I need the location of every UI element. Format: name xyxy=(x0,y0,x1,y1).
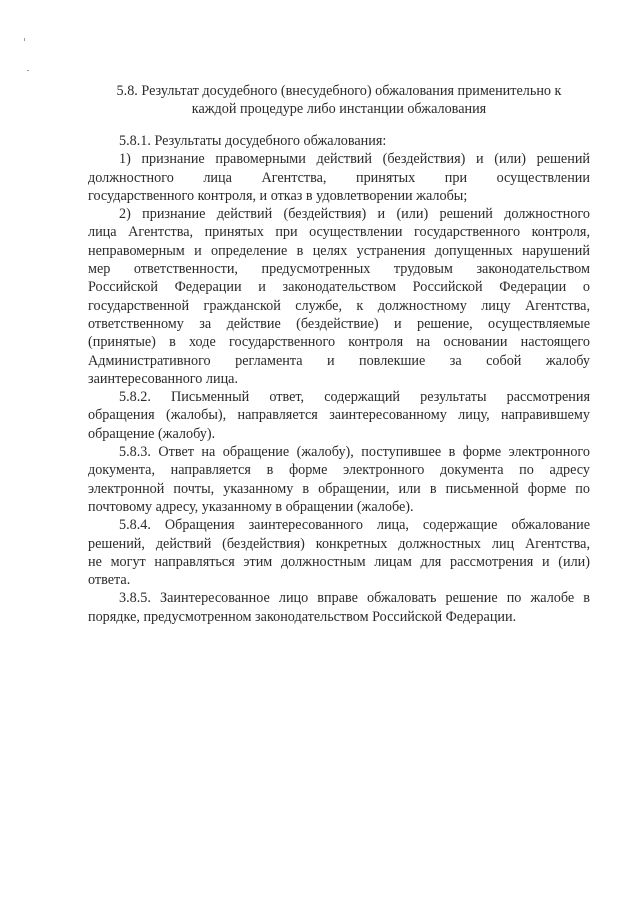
paragraph-item-1 xyxy=(88,150,590,205)
paragraph-3-8-5 xyxy=(88,589,590,626)
text-line: ответа. xyxy=(88,572,131,589)
heading-line: каждой процедуре либо инстанции обжалования xyxy=(191,101,487,117)
text-line: документа, направляется в форме электронного документа по адресу xyxy=(88,462,590,479)
text-line: решений, действий (бездействия) конкретных должностных лиц Агентства, xyxy=(88,535,590,552)
paragraph-item-2 xyxy=(88,205,590,388)
paragraph-5-8-1 xyxy=(88,132,590,150)
text-line: ответственному за действие (бездействие) и решение, осуществляемые xyxy=(88,315,590,332)
text-line: обращение (жалобу). xyxy=(88,425,216,442)
text-line: неправомерным и определение в целях устранения допущенных нарушений xyxy=(88,242,590,259)
paragraph-5-8-2 xyxy=(88,388,590,443)
text-line: государственной гражданской службе, к должностному лицу Агентства, xyxy=(88,297,590,314)
text-line: 2) признание действий (бездействия) и (или) решений должностного xyxy=(119,206,590,223)
text-line: лица Агентства, принятых при осуществлении государственного контроля, xyxy=(88,224,590,241)
text-line: 5.8.2. Письменный ответ, содержащий результаты рассмотрения xyxy=(119,389,590,406)
document-body xyxy=(88,132,590,626)
text-line: порядке, предусмотренном законодательством Российской Федерации. xyxy=(88,608,517,625)
text-line: 1) признание правомерными действий (бездействия) и (или) решений xyxy=(119,151,590,168)
text-line: почтовому адресу, указанному в обращении (жалобе). xyxy=(88,498,414,515)
text-line: 5.8.1. Результаты досудебного обжалования: xyxy=(119,133,387,149)
text-line: заинтересованного лица. xyxy=(88,370,239,387)
paragraph-5-8-4 xyxy=(88,516,590,589)
text-line: мер ответственности, предусмотренных трудовым законодательством xyxy=(88,261,590,278)
scan-speck xyxy=(27,70,29,71)
text-line: государственного контроля, и отказ в удовлетворении жалобы; xyxy=(88,187,468,204)
section-heading xyxy=(88,82,590,118)
text-line: Российской Федерации и законодательством Российской Федерации о xyxy=(88,279,590,296)
text-line: Административного регламента и повлекшие за собой жалобу xyxy=(88,352,590,369)
scan-speck xyxy=(24,38,25,41)
text-line: не могут направляться этим должностным лицам для рассмотрения и (или) xyxy=(88,553,590,570)
heading-line: 5.8. Результат досудебного (внесудебного) обжалования применительно к xyxy=(116,83,562,99)
paragraph-5-8-3 xyxy=(88,443,590,516)
text-line: электронной почты, указанному в обращении, или в письменной форме по xyxy=(88,480,590,497)
text-line: (принятые) в ходе государственного контроля на основании настоящего xyxy=(88,334,590,351)
text-line: 5.8.4. Обращения заинтересованного лица, содержащие обжалование xyxy=(119,517,590,534)
text-line: должностного лица Агентства, принятых при осуществлении xyxy=(88,169,590,186)
text-line: обращения (жалобы), направляется заинтересованному лицу, направившему xyxy=(88,407,590,424)
text-line: 5.8.3. Ответ на обращение (жалобу), поступившее в форме электронного xyxy=(119,444,590,461)
text-line: 3.8.5. Заинтересованное лицо вправе обжаловать решение по жалобе в xyxy=(119,590,590,607)
